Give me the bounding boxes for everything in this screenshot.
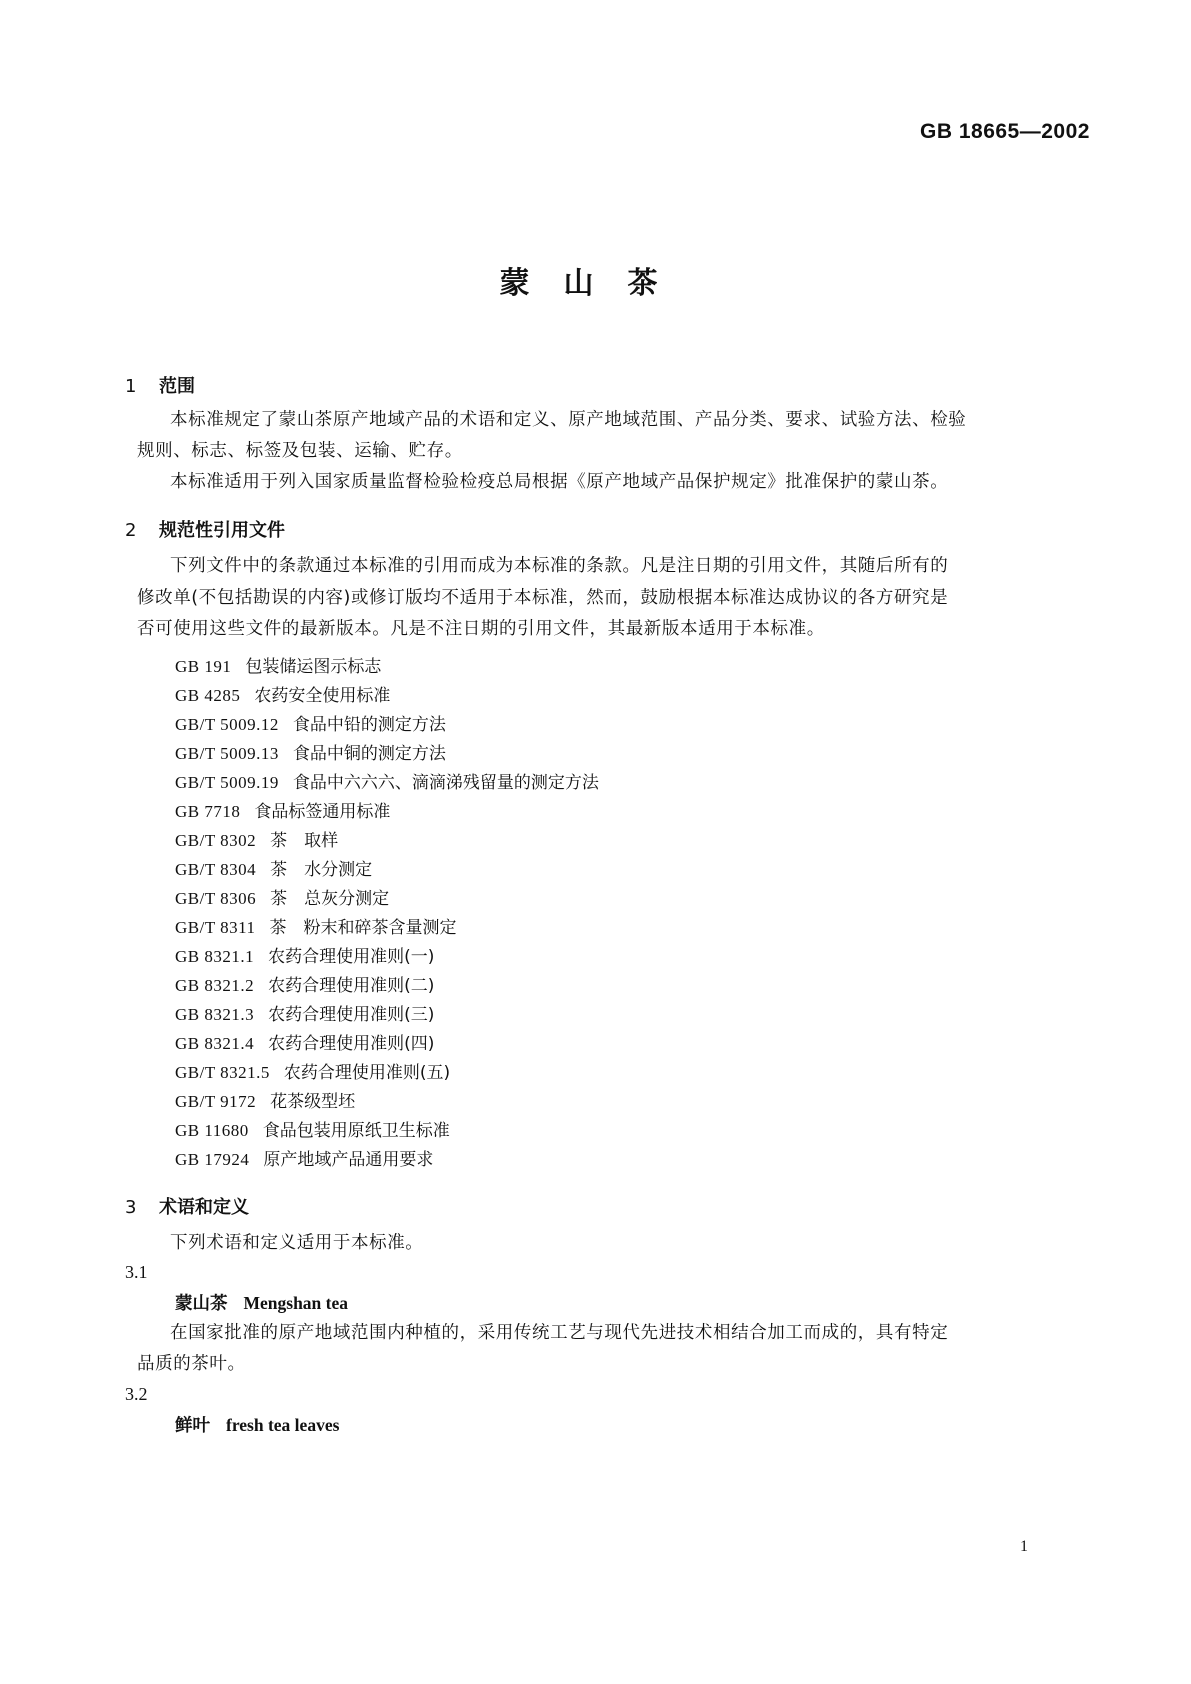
reference-item xyxy=(175,826,338,851)
reference-title: 茶 总灰分测定 xyxy=(270,889,390,909)
reference-title: 食品中铅的测定方法 xyxy=(292,715,446,735)
clause-number: 3.2 xyxy=(125,1384,148,1404)
reference-title: 茶 取样 xyxy=(270,831,339,851)
scope-paragraph-2: 本标准适用于列入国家质量监督检验检疫总局根据《原产地域产品保护规定》批准保护的蒙山茶。 xyxy=(170,472,949,492)
page-number: 1 xyxy=(1020,1538,1028,1555)
reference-item xyxy=(175,1116,450,1141)
reference-code: GB 4285 xyxy=(175,686,241,705)
section-number: 2 xyxy=(125,520,137,541)
reference-item xyxy=(175,913,457,938)
document-title: 蒙山茶 xyxy=(499,266,692,301)
reference-code: GB/T 8302 xyxy=(175,831,257,850)
reference-title: 食品中铜的测定方法 xyxy=(292,744,446,764)
term-heading xyxy=(175,1412,339,1437)
reference-code: GB 191 xyxy=(175,657,232,676)
reference-item xyxy=(175,681,390,706)
term-chinese: 蒙山茶 xyxy=(175,1294,228,1314)
section-1-heading xyxy=(125,372,195,398)
reference-code: GB 11680 xyxy=(175,1121,249,1140)
reference-code: GB 7718 xyxy=(175,802,241,821)
references-intro-line-1: 下列文件中的条款通过本标准的引用而成为本标准的条款。凡是注日期的引用文件，其随后所有的 xyxy=(170,556,949,576)
reference-code: GB 8321.3 xyxy=(175,1005,255,1024)
reference-item xyxy=(175,797,390,822)
reference-title: 茶 水分测定 xyxy=(270,860,373,880)
reference-code: GB 8321.1 xyxy=(175,947,255,966)
references-intro-line-3: 否可使用这些文件的最新版本。凡是不注日期的引用文件，其最新版本适用于本标准。 xyxy=(137,619,825,639)
reference-title: 茶 粉末和碎茶含量测定 xyxy=(269,918,457,938)
scope-paragraph-line-2: 规则、标志、标签及包装、运输、贮存。 xyxy=(137,441,463,461)
reference-code: GB/T 5009.19 xyxy=(175,773,279,792)
reference-code: GB/T 9172 xyxy=(175,1092,257,1111)
references-intro-line-2: 修改单(不包括勘误的内容)或修订版均不适用于本标准，然而，鼓励根据本标准达成协议的各方研究是 xyxy=(137,588,949,608)
reference-item xyxy=(175,652,381,677)
reference-title: 农药合理使用准则(四) xyxy=(268,1034,435,1054)
section-title: 范围 xyxy=(159,376,195,397)
reference-title: 食品中六六六、滴滴涕残留量的测定方法 xyxy=(292,773,599,793)
reference-item xyxy=(175,855,372,880)
reference-code: GB/T 5009.13 xyxy=(175,744,279,763)
reference-title: 花茶级型坯 xyxy=(270,1092,356,1112)
reference-title: 农药合理使用准则(二) xyxy=(268,976,435,996)
reference-title: 农药安全使用标准 xyxy=(254,686,391,706)
term-chinese: 鲜叶 xyxy=(175,1416,210,1436)
term-definition-line-2: 品质的茶叶。 xyxy=(137,1354,246,1374)
term-english: Mengshan tea xyxy=(243,1293,349,1313)
terms-intro: 下列术语和定义适用于本标准。 xyxy=(170,1233,424,1253)
reference-title: 食品包装用原纸卫生标准 xyxy=(262,1121,450,1141)
reference-item xyxy=(175,1000,434,1025)
reference-code: GB 8321.2 xyxy=(175,976,255,995)
standard-number: GB 18665—2002 xyxy=(920,120,1090,143)
section-title: 规范性引用文件 xyxy=(159,520,285,541)
term-definition-line-1: 在国家批准的原产地域范围内种植的，采用传统工艺与现代先进技术相结合加工而成的，具有特定 xyxy=(170,1323,949,1343)
reference-item xyxy=(175,1058,450,1083)
reference-item xyxy=(175,710,446,735)
reference-code: GB/T 8306 xyxy=(175,889,257,908)
reference-item xyxy=(175,1087,355,1112)
reference-item xyxy=(175,971,434,996)
reference-item xyxy=(175,884,389,909)
reference-code: GB 17924 xyxy=(175,1150,250,1169)
section-2-heading xyxy=(125,516,285,542)
term-english: fresh tea leaves xyxy=(226,1415,340,1435)
reference-code: GB/T 8311 xyxy=(175,918,256,937)
reference-item xyxy=(175,768,599,793)
reference-item xyxy=(175,1145,433,1170)
reference-title: 食品标签通用标准 xyxy=(254,802,391,822)
reference-item xyxy=(175,942,434,967)
reference-title: 农药合理使用准则(三) xyxy=(268,1005,435,1025)
term-heading xyxy=(175,1290,348,1315)
reference-code: GB/T 8321.5 xyxy=(175,1063,270,1082)
reference-title: 包装储运图示标志 xyxy=(245,657,382,677)
scope-paragraph-line-1: 本标准规定了蒙山茶原产地域产品的术语和定义、原产地域范围、产品分类、要求、试验方法、检验 xyxy=(170,410,967,430)
reference-title: 农药合理使用准则(一) xyxy=(268,947,435,967)
section-number: 1 xyxy=(125,376,137,397)
reference-code: GB/T 8304 xyxy=(175,860,257,879)
section-number: 3 xyxy=(125,1197,137,1218)
reference-item xyxy=(175,739,446,764)
reference-item xyxy=(175,1029,434,1054)
section-title: 术语和定义 xyxy=(159,1197,249,1218)
reference-code: GB 8321.4 xyxy=(175,1034,255,1053)
clause-number: 3.1 xyxy=(125,1262,148,1282)
reference-title: 原产地域产品通用要求 xyxy=(263,1150,434,1170)
reference-title: 农药合理使用准则(五) xyxy=(283,1063,451,1083)
reference-code: GB/T 5009.12 xyxy=(175,715,279,734)
section-3-heading xyxy=(125,1193,249,1219)
